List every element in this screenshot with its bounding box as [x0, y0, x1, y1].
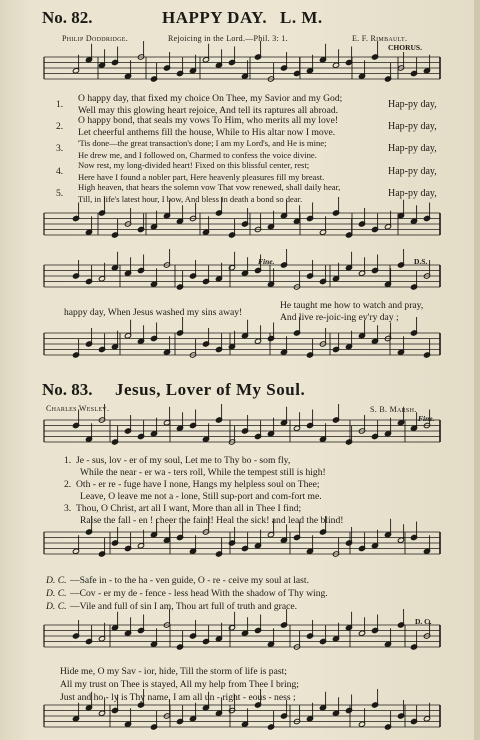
verse-number: 4.: [56, 166, 64, 177]
verse-line: While the near - er wa - ters roll, While the tempest still is high!: [80, 467, 326, 478]
refrain-start: Hap-py day,: [388, 99, 437, 110]
fine-mark: Fine.: [418, 414, 435, 423]
dc-line: —Safe in - to the ha - ven guide, O - re - ceive my soul at last.: [70, 575, 309, 586]
verse-number: 3.: [64, 503, 72, 514]
verse-line: O happy bond, that seals my vows To Him, who merits all my love!: [78, 115, 339, 126]
hymn83-author: Charles Wesley.: [46, 404, 110, 413]
hymn82-meter: L. M.: [280, 8, 323, 27]
lower-line: Hide me, O my Sav - ior, hide, Till the storm of life is past;: [60, 666, 287, 677]
verse-line: Raise the fall - en ! cheer the faint! Heal the sick! and lead the blind!: [80, 515, 344, 526]
ds-mark: D.S.: [414, 257, 428, 266]
refrain-start: Hap-py day,: [388, 121, 437, 132]
refrain-start: Hap-py day,: [388, 166, 437, 177]
verse-number: 2.: [56, 121, 64, 132]
lower-line: All my trust on Thee is stayed, All my help from Thee I bring;: [60, 679, 299, 690]
verse-line: O happy day, that fixed my choice On Thee, my Savior and my God;: [78, 93, 343, 104]
hymn82-number: No. 82.: [42, 8, 93, 27]
chorus-line: He taught me how to watch and pray,: [280, 300, 424, 311]
verse-line: Leave, O leave me not a - lone, Still sup-port and com-fort me.: [80, 491, 322, 502]
refrain-start: Hap-py day,: [388, 188, 437, 199]
verse-number: 2.: [64, 479, 72, 490]
verse-line: Here have I found a nobler part, Here heavenly pleasures fill my breast.: [78, 172, 325, 182]
refrain-start: Hap-py day,: [388, 143, 437, 154]
hymn82-title: HAPPY DAY.: [162, 8, 268, 27]
dc-mark: D. C.: [46, 588, 67, 599]
verse-line: Oth - er re - fuge have I none, Hangs my helpless soul on Thee;: [76, 479, 320, 490]
dc-mark: D. C.: [46, 601, 67, 612]
verse-line: High heaven, that hears the solemn vow That vow renewed, shall daily hear,: [78, 182, 341, 192]
verse-line: Now rest, my long-divided heart! Fixed on this blissful center, rest;: [78, 160, 310, 170]
dc-mark: D. C.: [46, 575, 67, 586]
dc-line: —Vile and full of sin I am, Thou art full of truth and grace.: [70, 601, 298, 612]
hymn82-author: Philip Doddridge.: [62, 34, 128, 43]
verse-number: 1.: [64, 455, 72, 466]
hymn82-chorus-mark: CHORUS.: [388, 43, 422, 52]
verse-line: He drew me, and I followed on, Charmed to confess the voice divine.: [78, 150, 317, 160]
dc-mark-top: D. C.: [415, 617, 432, 626]
verse-number: 5.: [56, 188, 64, 199]
chorus-line: happy day, When Jesus washed my sins away!: [64, 307, 243, 318]
hymn83-title: Jesus, Lover of My Soul.: [115, 380, 306, 399]
hymn83-composer: S. B. Marsh.: [370, 405, 417, 414]
hymn83-number: No. 83.: [42, 380, 93, 399]
verse-line: Let cheerful anthems fill the house, While to His altar now I move.: [78, 127, 336, 138]
verse-number: 1.: [56, 99, 64, 110]
verse-line: 'Tis done—the great transaction's done; I am my Lord's, and He is mine;: [78, 138, 327, 148]
lower-line: Just and ho - ly is Thy name, I am all un - right - eous - ness ;: [60, 692, 296, 703]
hymn82-scripture: Rejoicing in the Lord.—Phil. 3: 1.: [168, 34, 288, 43]
verse-line: Till, in life's latest hour, I bow, And bless in death a bond so dear.: [78, 194, 303, 204]
verse-line: Well may this glowing heart rejoice, And tell its raptures all abroad.: [78, 105, 339, 116]
hymn82-composer: E. F. Rimbault.: [352, 34, 408, 43]
verse-line: Thou, O Christ, art all I want, More than all in Thee I find;: [76, 503, 302, 514]
dc-line: —Cov - er my de - fence - less head With the shadow of Thy wing.: [70, 588, 328, 599]
verse-number: 3.: [56, 143, 64, 154]
chorus-line: And live re-joic-ing ev'ry day ;: [280, 312, 399, 323]
fine-mark: Fine.: [258, 257, 275, 266]
verse-line: Je - sus, lov - er of my soul, Let me to Thy bo - som fly,: [76, 455, 291, 466]
